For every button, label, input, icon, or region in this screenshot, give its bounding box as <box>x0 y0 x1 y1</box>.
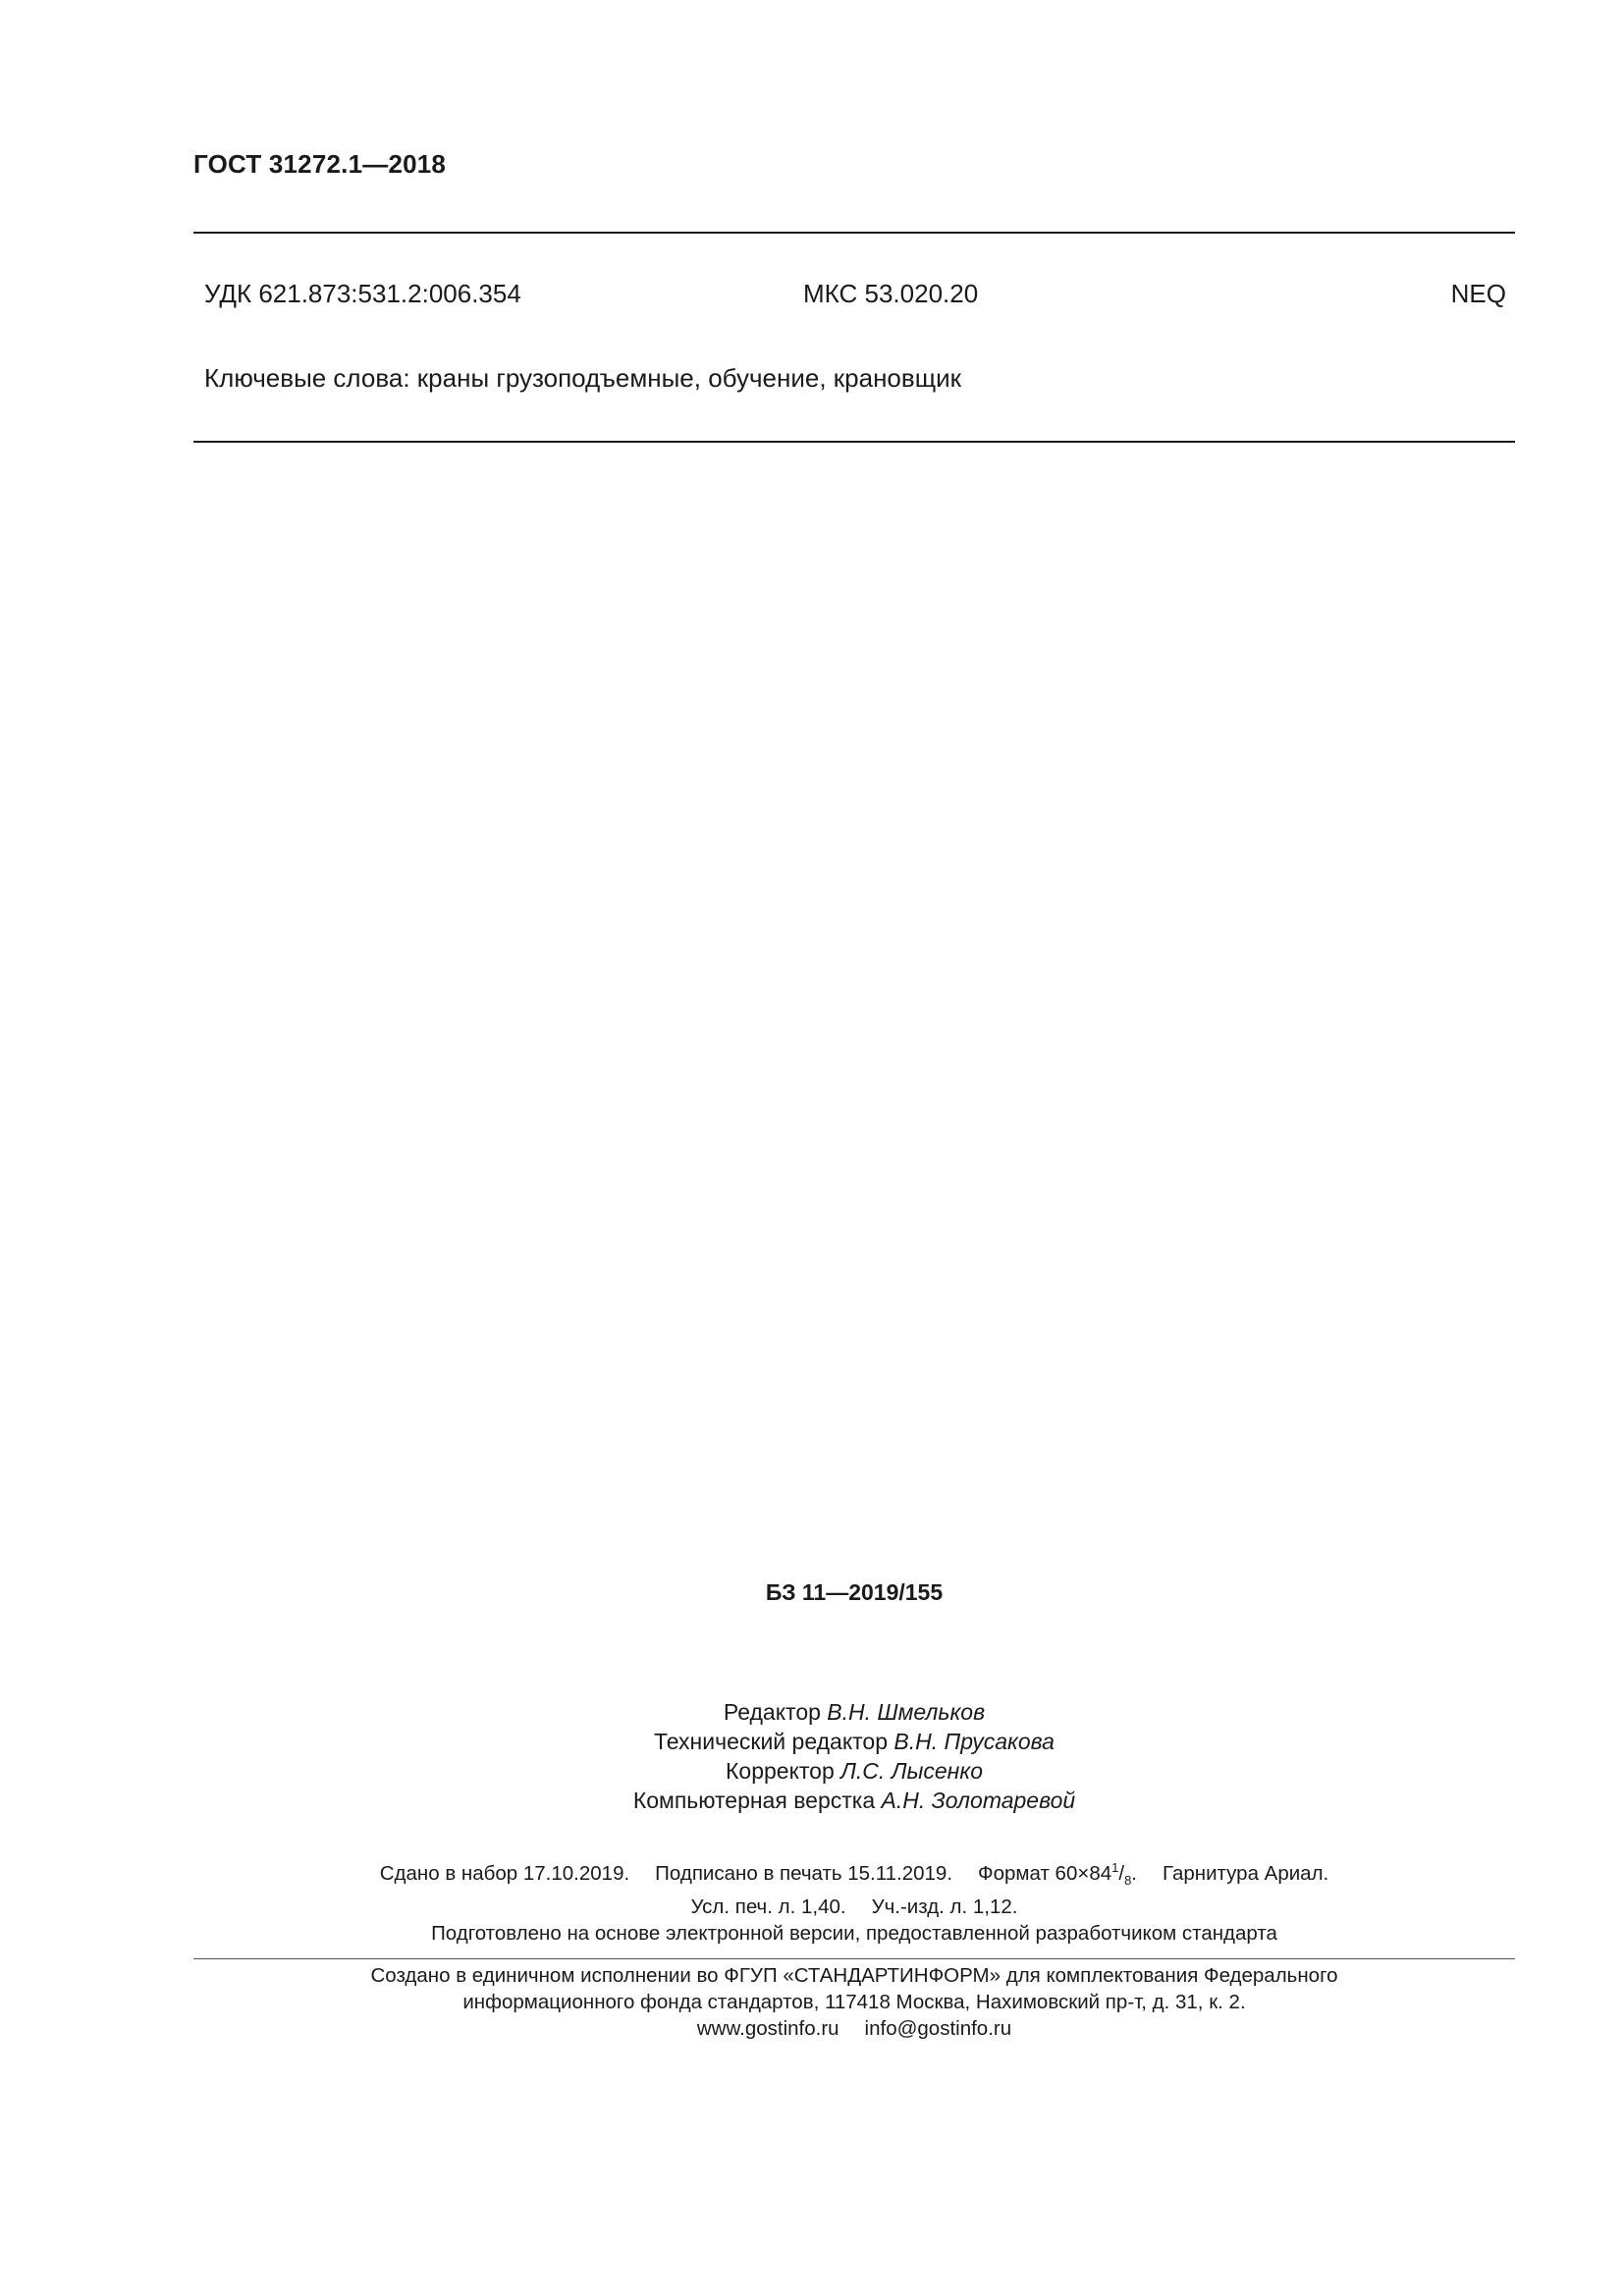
middle-divider <box>193 441 1515 443</box>
credits-block <box>0 1697 1624 1815</box>
paper-format: Формат $60\times 84^1/_8$. <box>978 1860 1137 1888</box>
publishing-sheets: Уч.-изд. л. 1,12. <box>871 1895 1018 1918</box>
print-sheets: Усл. печ. л. 1,40. <box>690 1895 846 1918</box>
credit-name: В.Н. Прусакова <box>893 1729 1055 1754</box>
credit-proofreader <box>0 1756 1624 1786</box>
typeface: Гарнитура Ариал. <box>1163 1861 1329 1885</box>
prepared-note: Подготовлено на основе электронной версии, предоставленной разработчиком стандарта <box>431 1921 1277 1945</box>
signed-date: Подписано в печать 15.11.2019. <box>655 1861 953 1885</box>
email-link: info@gostinfo.ru <box>864 2017 1012 2040</box>
typeset-date: Сдано в набор 17.10.2019. <box>379 1861 630 1885</box>
top-divider <box>193 232 1515 234</box>
publisher-line-1: Создано в единичном исполнении во ФГУП «СТАНДАРТИНФОРМ» для комплектования Федерального <box>370 1964 1338 1987</box>
imprint-block <box>0 1854 1624 1947</box>
credit-role: Технический редактор <box>654 1729 889 1754</box>
classification-row <box>204 279 1506 312</box>
udk-code: УДК 621.873:531.2:006.354 <box>204 279 521 308</box>
equivalence-degree: NEQ <box>1450 279 1506 308</box>
credit-name: Л.С. Лысенко <box>840 1758 983 1784</box>
credit-role: Редактор <box>723 1699 821 1725</box>
publisher-block <box>0 1962 1624 2042</box>
standard-code: ГОСТ 31272.1—2018 <box>193 149 447 179</box>
imprint-line-dates <box>0 1854 1624 1894</box>
mks-code: МКС 53.020.20 <box>803 279 979 308</box>
keywords: Ключевые слова: краны грузоподъемные, обучение, крановщик <box>204 363 961 393</box>
credit-role: Корректор <box>726 1758 835 1784</box>
credit-role: Компьютерная верстка <box>632 1788 882 1813</box>
order-number: БЗ 11—2019/155 <box>765 1579 944 1605</box>
credit-tech-editor <box>0 1727 1624 1756</box>
credit-name: В.Н. Шмельков <box>827 1699 986 1725</box>
imprint-line-sheets <box>0 1894 1624 1920</box>
credit-editor <box>0 1697 1624 1727</box>
publisher-contacts <box>0 2015 1624 2042</box>
credit-name: А.Н. Золотаревой <box>881 1788 1076 1813</box>
credit-layout <box>0 1786 1624 1815</box>
website-link: www.gostinfo.ru <box>696 2017 839 2040</box>
publisher-divider <box>193 1958 1515 1959</box>
publisher-line-2: информационного фонда стандартов, 117418 Москва, Нахимовский пр-т, д. 31, к. 2. <box>462 1991 1246 2013</box>
